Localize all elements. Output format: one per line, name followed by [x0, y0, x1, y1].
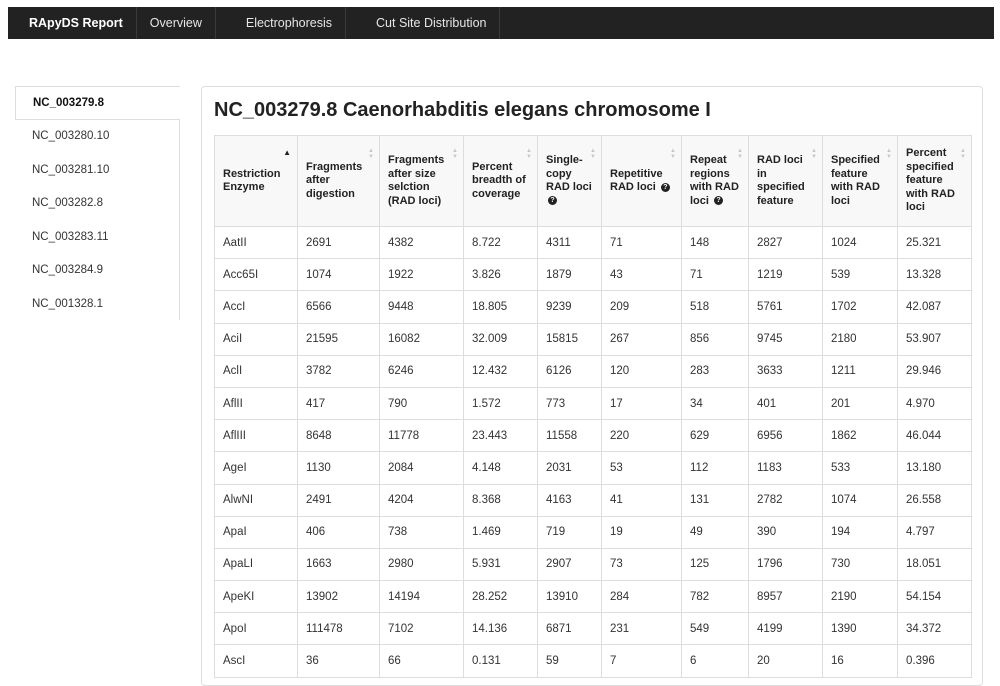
table-row	[215, 291, 972, 323]
sidebar-item-nc-003280-10[interactable]: NC_003280.10	[32, 130, 110, 143]
table-cell: 4311	[538, 227, 602, 259]
table-cell: 1211	[823, 355, 898, 387]
sort-both-icon: ▲ ▼	[960, 148, 966, 160]
table-cell: 549	[682, 613, 749, 645]
table-row	[215, 548, 972, 580]
top-navbar	[8, 7, 994, 39]
table-cell: 12.432	[464, 355, 538, 387]
table-cell: 5761	[749, 291, 823, 323]
table-cell: 1796	[749, 548, 823, 580]
table-cell: 518	[682, 291, 749, 323]
table-row	[215, 420, 972, 452]
table-cell: 2782	[749, 484, 823, 516]
table-row	[215, 613, 972, 645]
sort-both-icon: ▲ ▼	[368, 148, 374, 160]
table-cell: 41	[602, 484, 682, 516]
table-cell: 20	[749, 645, 823, 677]
column-header-label: Percent specified feature with RAD loci	[906, 147, 955, 214]
table-cell: 4204	[380, 484, 464, 516]
table-cell: 28.252	[464, 581, 538, 613]
table-cell: AlwNI	[215, 484, 298, 516]
table-cell: AflIII	[215, 420, 298, 452]
table-cell: 5.931	[464, 548, 538, 580]
table-cell: 4382	[380, 227, 464, 259]
table-cell: AscI	[215, 645, 298, 677]
table-header-row	[215, 136, 972, 227]
table-cell: 1663	[298, 548, 380, 580]
table-cell: 533	[823, 452, 898, 484]
table-cell: 231	[602, 613, 682, 645]
table-cell: 53.907	[898, 323, 972, 355]
table-cell: 71	[682, 259, 749, 291]
table-row	[215, 452, 972, 484]
table-cell: 131	[682, 484, 749, 516]
table-cell: 34	[682, 387, 749, 419]
table-cell: 17	[602, 387, 682, 419]
question-circle-icon[interactable]: ?	[714, 196, 723, 205]
table-cell: 0.396	[898, 645, 972, 677]
column-header-label: Repeat regions with RAD loci	[690, 154, 739, 207]
table-cell: 856	[682, 323, 749, 355]
table-cell: 4.148	[464, 452, 538, 484]
nav-electrophoresis[interactable]: Electrophoresis	[216, 7, 346, 39]
column-header-label: RAD loci in specified feature	[757, 154, 805, 207]
table-cell: 194	[823, 516, 898, 548]
table-cell: 8.722	[464, 227, 538, 259]
table-cell: 283	[682, 355, 749, 387]
table-cell: 23.443	[464, 420, 538, 452]
table-cell: 417	[298, 387, 380, 419]
sidebar-item-nc-003283-11[interactable]: NC_003283.11	[32, 230, 109, 243]
table-cell: 9745	[749, 323, 823, 355]
sort-both-icon: ▲ ▼	[886, 148, 892, 160]
table-row	[215, 227, 972, 259]
table-cell: 1219	[749, 259, 823, 291]
table-cell: 1702	[823, 291, 898, 323]
sort-both-icon: ▲ ▼	[737, 148, 743, 160]
table-cell: 2907	[538, 548, 602, 580]
sort-ascending-icon: ▲	[283, 148, 291, 157]
table-cell: 15815	[538, 323, 602, 355]
table-cell: 1024	[823, 227, 898, 259]
question-circle-icon[interactable]: ?	[661, 183, 670, 192]
table-cell: 8957	[749, 581, 823, 613]
column-header[interactable]	[602, 136, 682, 227]
table-cell: ApeKI	[215, 581, 298, 613]
table-cell: 16	[823, 645, 898, 677]
sort-both-icon: ▲ ▼	[452, 148, 458, 160]
table-cell: 6246	[380, 355, 464, 387]
table-cell: 11558	[538, 420, 602, 452]
table-cell: 6566	[298, 291, 380, 323]
table-cell: 1390	[823, 613, 898, 645]
table-cell: 4199	[749, 613, 823, 645]
table-cell: 201	[823, 387, 898, 419]
table-cell: 59	[538, 645, 602, 677]
table-cell: 6871	[538, 613, 602, 645]
sidebar-item-nc-001328-1[interactable]: NC_001328.1	[32, 297, 103, 310]
table-cell: AccI	[215, 291, 298, 323]
table-cell: 6126	[538, 355, 602, 387]
sequence-sidebar	[15, 86, 180, 320]
table-cell: 19	[602, 516, 682, 548]
table-cell: 46.044	[898, 420, 972, 452]
table-cell: ApoI	[215, 613, 298, 645]
table-cell: 148	[682, 227, 749, 259]
table-row	[215, 323, 972, 355]
table-cell: 406	[298, 516, 380, 548]
sidebar-item-nc-003279-8[interactable]: NC_003279.8	[15, 86, 180, 120]
table-cell: 7	[602, 645, 682, 677]
table-cell: 1074	[298, 259, 380, 291]
table-cell: 539	[823, 259, 898, 291]
table-cell: 0.131	[464, 645, 538, 677]
table-cell: 42.087	[898, 291, 972, 323]
table-cell: 11778	[380, 420, 464, 452]
content-panel	[201, 86, 983, 686]
table-row	[215, 516, 972, 548]
page-title: NC_003279.8 Caenorhabditis elegans chromosome I	[214, 99, 711, 121]
table-cell: 16082	[380, 323, 464, 355]
table-row	[215, 355, 972, 387]
table-cell: 73	[602, 548, 682, 580]
table-cell: 4.970	[898, 387, 972, 419]
table-cell: 6	[682, 645, 749, 677]
column-header[interactable]	[823, 136, 898, 227]
table-cell: 32.009	[464, 323, 538, 355]
column-header[interactable]	[749, 136, 823, 227]
table-cell: 54.154	[898, 581, 972, 613]
table-cell: 1.572	[464, 387, 538, 419]
sidebar-item-nc-003281-10[interactable]: NC_003281.10	[32, 163, 110, 176]
table-cell: 53	[602, 452, 682, 484]
table-cell: 8.368	[464, 484, 538, 516]
table-row	[215, 581, 972, 613]
table-cell: 2180	[823, 323, 898, 355]
table-cell: 2980	[380, 548, 464, 580]
table-cell: 2190	[823, 581, 898, 613]
table-cell: 220	[602, 420, 682, 452]
table-cell: 7102	[380, 613, 464, 645]
column-header[interactable]	[298, 136, 380, 227]
table-cell: 730	[823, 548, 898, 580]
column-header[interactable]	[538, 136, 602, 227]
table-cell: 2084	[380, 452, 464, 484]
table-cell: 1922	[380, 259, 464, 291]
sort-both-icon: ▲ ▼	[590, 148, 596, 160]
table-cell: 719	[538, 516, 602, 548]
table-cell: 629	[682, 420, 749, 452]
results-table	[214, 135, 972, 678]
nav-cut-site-distribution[interactable]: Cut Site Distribution	[346, 7, 500, 39]
column-header-label: Percent breadth of coverage	[472, 160, 526, 200]
table-body	[215, 227, 972, 678]
table-cell: 14.136	[464, 613, 538, 645]
column-header-label: Fragments after size selction (RAD loci)	[388, 154, 445, 207]
table-cell: 2031	[538, 452, 602, 484]
column-header-label: Restriction Enzyme	[223, 167, 281, 193]
table-cell: 120	[602, 355, 682, 387]
table-row	[215, 484, 972, 516]
table-cell: 43	[602, 259, 682, 291]
table-cell: 36	[298, 645, 380, 677]
column-header[interactable]	[682, 136, 749, 227]
nav-overview[interactable]: Overview	[137, 7, 216, 39]
table-cell: AflII	[215, 387, 298, 419]
table-cell: 773	[538, 387, 602, 419]
table-cell: 3.826	[464, 259, 538, 291]
table-cell: 18.805	[464, 291, 538, 323]
table-cell: 1879	[538, 259, 602, 291]
table-cell: 2491	[298, 484, 380, 516]
sort-both-icon: ▲ ▼	[526, 148, 532, 160]
table-cell: 1074	[823, 484, 898, 516]
table-cell: AciI	[215, 323, 298, 355]
table-cell: AgeI	[215, 452, 298, 484]
table-cell: 9239	[538, 291, 602, 323]
column-header-label: Single-copy RAD loci	[546, 154, 592, 193]
table-cell: AclI	[215, 355, 298, 387]
table-row	[215, 387, 972, 419]
table-cell: 2691	[298, 227, 380, 259]
table-cell: Acc65I	[215, 259, 298, 291]
table-row	[215, 645, 972, 677]
table-cell: 25.321	[898, 227, 972, 259]
table-cell: ApaI	[215, 516, 298, 548]
table-cell: 111478	[298, 613, 380, 645]
table-cell: AatII	[215, 227, 298, 259]
table-cell: 13.180	[898, 452, 972, 484]
table-cell: 782	[682, 581, 749, 613]
table-cell: 790	[380, 387, 464, 419]
table-cell: 1130	[298, 452, 380, 484]
table-cell: 49	[682, 516, 749, 548]
table-cell: 3782	[298, 355, 380, 387]
sort-both-icon: ▲ ▼	[811, 148, 817, 160]
table-cell: 4163	[538, 484, 602, 516]
table-cell: 209	[602, 291, 682, 323]
table-cell: 71	[602, 227, 682, 259]
table-cell: ApaLI	[215, 548, 298, 580]
table-row	[215, 259, 972, 291]
table-cell: 66	[380, 645, 464, 677]
table-cell: 26.558	[898, 484, 972, 516]
column-header-label: Repetitive RAD loci	[610, 167, 663, 193]
table-cell: 13910	[538, 581, 602, 613]
table-cell: 18.051	[898, 548, 972, 580]
table-cell: 1.469	[464, 516, 538, 548]
table-cell: 29.946	[898, 355, 972, 387]
column-header-label: Specified feature with RAD loci	[831, 154, 880, 207]
column-header[interactable]	[464, 136, 538, 227]
table-cell: 1862	[823, 420, 898, 452]
column-header[interactable]	[215, 136, 298, 227]
table-cell: 4.797	[898, 516, 972, 548]
results-table-container[interactable]	[214, 135, 971, 668]
sidebar-item-nc-003282-8[interactable]: NC_003282.8	[32, 197, 103, 210]
table-cell: 390	[749, 516, 823, 548]
column-header-label: Fragments after digestion	[306, 160, 363, 200]
table-cell: 14194	[380, 581, 464, 613]
table-cell: 125	[682, 548, 749, 580]
table-cell: 21595	[298, 323, 380, 355]
table-cell: 267	[602, 323, 682, 355]
column-header[interactable]	[898, 136, 972, 227]
table-cell: 13902	[298, 581, 380, 613]
column-header[interactable]	[380, 136, 464, 227]
question-circle-icon[interactable]: ?	[548, 196, 557, 205]
table-cell: 738	[380, 516, 464, 548]
sort-both-icon: ▲ ▼	[670, 148, 676, 160]
table-cell: 401	[749, 387, 823, 419]
sidebar-item-nc-003284-9[interactable]: NC_003284.9	[32, 264, 103, 277]
table-cell: 9448	[380, 291, 464, 323]
table-cell: 13.328	[898, 259, 972, 291]
table-cell: 34.372	[898, 613, 972, 645]
table-cell: 1183	[749, 452, 823, 484]
table-cell: 112	[682, 452, 749, 484]
table-cell: 8648	[298, 420, 380, 452]
table-cell: 3633	[749, 355, 823, 387]
brand-link[interactable]: RApyDS Report	[8, 7, 137, 39]
table-cell: 2827	[749, 227, 823, 259]
table-cell: 284	[602, 581, 682, 613]
table-cell: 6956	[749, 420, 823, 452]
